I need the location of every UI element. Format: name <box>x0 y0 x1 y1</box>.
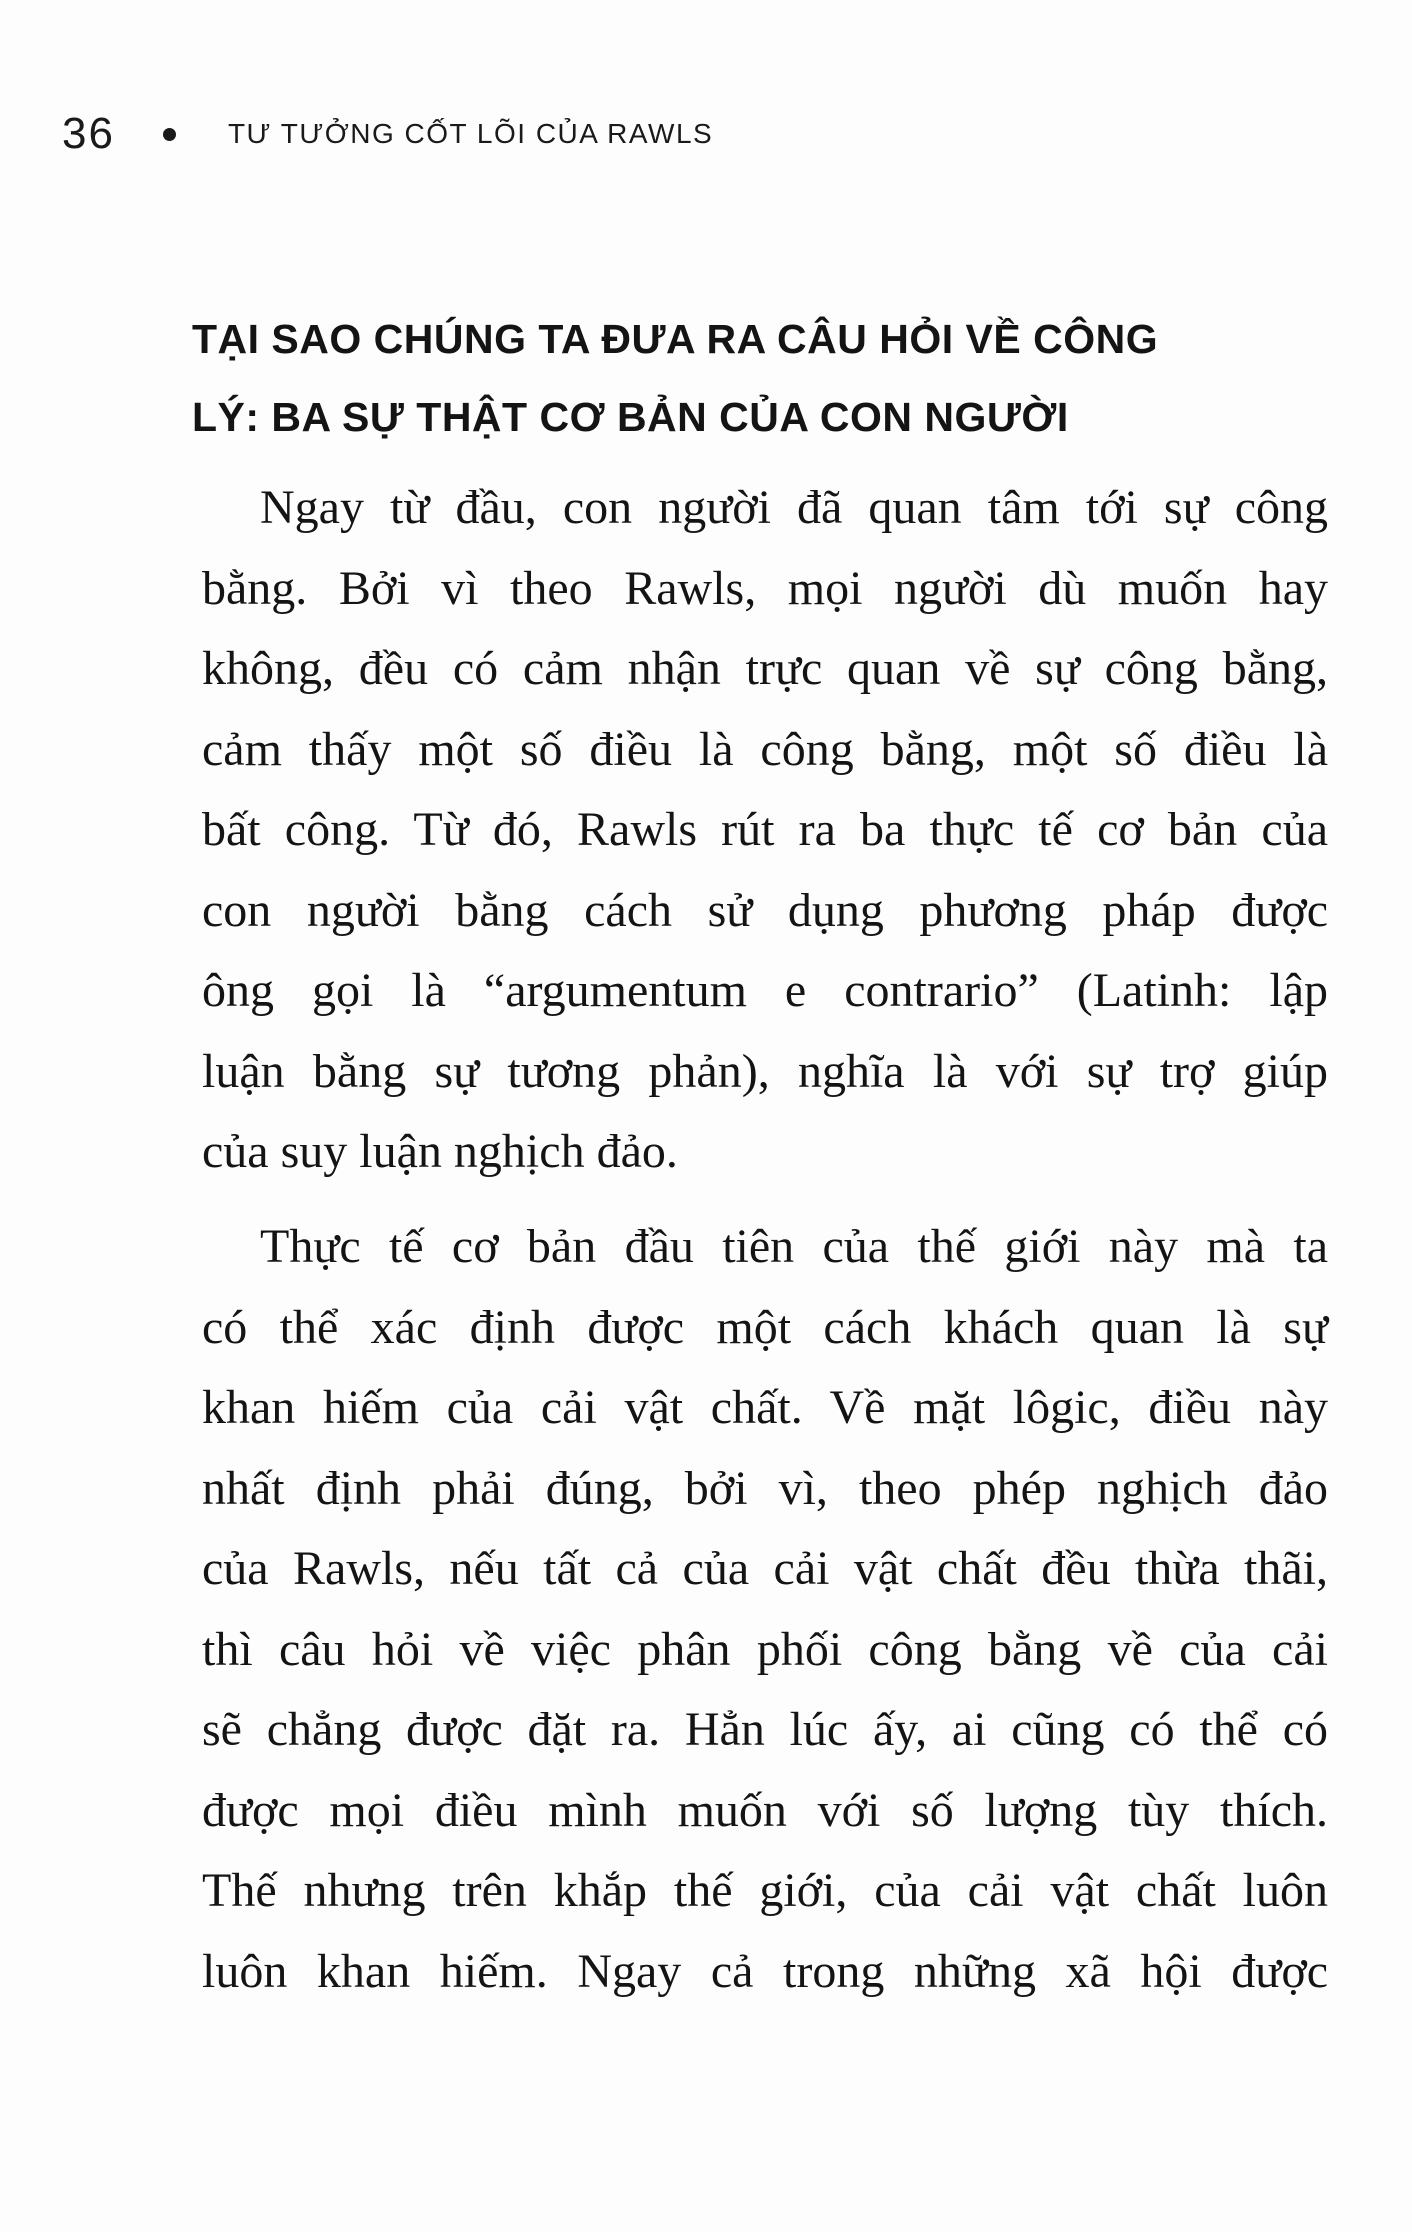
paragraph-line: Thế nhưng trên khắp thế giới, của cải vật chất luôn <box>202 1864 1328 1917</box>
paragraph-line: Ngay từ đầu, con người đã quan tâm tới sự công <box>260 481 1328 534</box>
paragraph-line: của suy luận nghịch đảo. <box>202 1125 678 1178</box>
section-heading-line-2: LÝ: BA SỰ THẬT CƠ BẢN CỦA CON NGƯỜI <box>192 394 1069 440</box>
paragraph-line: sẽ chẳng được đặt ra. Hẳn lúc ấy, ai cũng có thể có <box>202 1703 1328 1756</box>
paragraph-line: luôn khan hiếm. Ngay cả trong những xã hội được <box>202 1944 1328 1998</box>
paragraph-line: cảm thấy một số điều là công bằng, một số điều là <box>202 722 1328 776</box>
paragraph-line: Thực tế cơ bản đầu tiên của thế giới này mà ta <box>260 1220 1328 1273</box>
paragraph-line: thì câu hỏi về việc phân phối công bằng về của cải <box>202 1622 1328 1676</box>
bullet-separator <box>163 128 176 141</box>
paragraph-line: khan hiếm của cải vật chất. Về mặt lôgic, điều này <box>202 1381 1328 1434</box>
paragraph-line: con người bằng cách sử dụng phương pháp được <box>202 883 1328 937</box>
paragraph-line: ông gọi là “argumentum e contrario” (Latinh: lập <box>202 964 1328 1017</box>
paragraph-line: nhất định phải đúng, bởi vì, theo phép nghịch đảo <box>202 1461 1328 1515</box>
section-heading-line-1: TẠI SAO CHÚNG TA ĐƯA RA CÂU HỎI VỀ CÔNG <box>192 316 1159 362</box>
section-heading <box>192 300 1342 456</box>
paragraph-line: bằng. Bởi vì theo Rawls, mọi người dù muốn hay <box>202 561 1328 615</box>
paragraph-line: của Rawls, nếu tất cả của cải vật chất đều thừa thãi, <box>202 1542 1328 1595</box>
paragraph-line: được mọi điều mình muốn với số lượng tùy thích. <box>202 1783 1328 1837</box>
page-number: 36 <box>62 109 115 158</box>
running-title: TƯ TƯỞNG CỐT LÕI CỦA RAWLS <box>227 118 714 149</box>
paragraph-2 <box>202 1207 1328 2012</box>
running-header <box>62 104 713 164</box>
paragraph-line: không, đều có cảm nhận trực quan về sự công bằng, <box>202 642 1328 695</box>
paragraph-line: có thể xác định được một cách khách quan là sự <box>202 1300 1328 1354</box>
paragraph-line: luận bằng sự tương phản), nghĩa là với sự trợ giúp <box>202 1044 1328 1098</box>
paragraph-line: bất công. Từ đó, Rawls rút ra ba thực tế cơ bản của <box>202 803 1328 856</box>
paragraph-1 <box>202 468 1328 1193</box>
